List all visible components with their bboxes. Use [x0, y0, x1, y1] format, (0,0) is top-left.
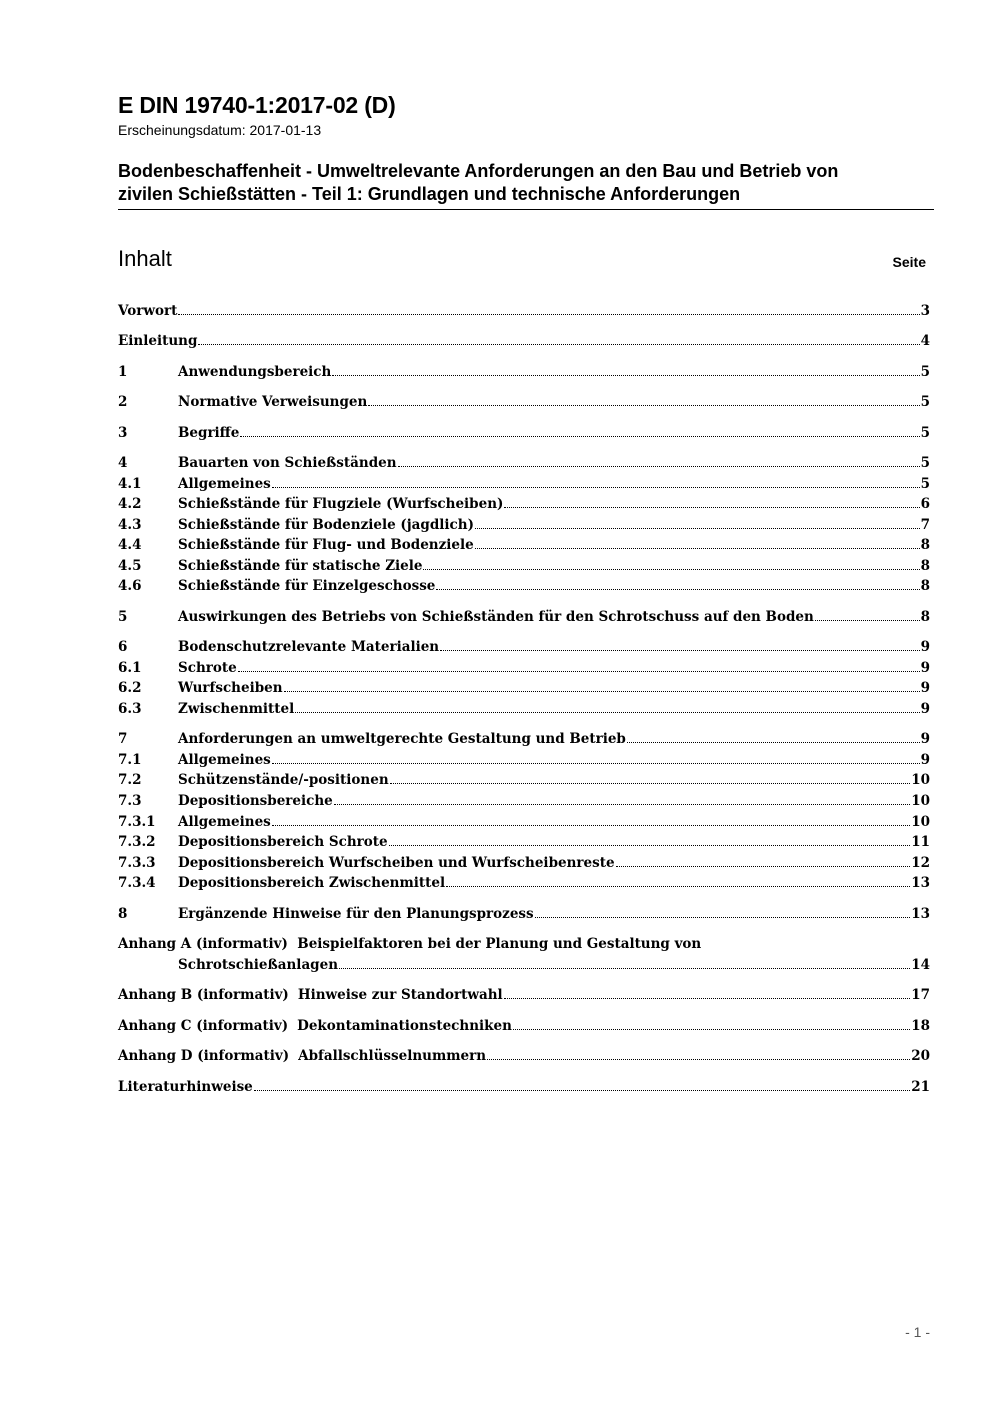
toc-entry-number: 4 — [118, 455, 128, 471]
toc-entry-number: 6.3 — [118, 701, 142, 717]
annex-label: Anhang A (informativ) — [118, 936, 288, 952]
document-id: E DIN 19740-1:2017-02 (D) — [118, 92, 396, 118]
toc-entry-title: Ergänzende Hinweise für den Planungsprozess — [178, 906, 534, 922]
toc-annex-entry[interactable] — [118, 957, 930, 977]
toc-entry[interactable] — [118, 425, 930, 445]
toc-entry-page: 9 — [920, 752, 930, 768]
toc-entry-page: 4 — [920, 333, 930, 349]
toc-entry[interactable] — [118, 496, 930, 516]
toc-entry-page: 5 — [920, 364, 930, 380]
toc-entry-page: 10 — [911, 772, 930, 788]
dot-leader — [475, 518, 920, 529]
annex-label: Anhang B (informativ) — [118, 987, 289, 1003]
toc-entry-page: 10 — [911, 793, 930, 809]
dot-leader — [504, 497, 919, 508]
toc-entry-title: Anforderungen an umweltgerechte Gestaltung und Betrieb — [178, 731, 626, 747]
toc-entry[interactable] — [118, 476, 930, 496]
toc-entry-number: 5 — [118, 609, 128, 625]
annex-title: Beispielfaktoren bei der Planung und Gestaltung von — [297, 936, 702, 952]
toc-entry-number: 4.5 — [118, 558, 142, 574]
toc-entry[interactable] — [118, 394, 930, 414]
dot-leader — [198, 334, 919, 345]
toc-entry-title: Allgemeines — [178, 476, 271, 492]
dot-leader — [616, 856, 911, 867]
toc-annex-entry[interactable] — [118, 1048, 930, 1068]
toc-annex-entry[interactable] — [118, 987, 930, 1007]
toc-entry[interactable] — [118, 639, 930, 659]
dot-leader — [440, 640, 919, 651]
toc-entry-number: 7.2 — [118, 772, 142, 788]
toc-entry-title: Schießstände für Bodenziele (jagdlich) — [178, 517, 474, 533]
toc-entry[interactable] — [118, 517, 930, 537]
toc-entry-title: Literaturhinweise — [118, 1079, 253, 1095]
dot-leader — [240, 426, 919, 437]
toc-entry-page: 18 — [911, 1018, 930, 1034]
toc-entry-title: Normative Verweisungen — [178, 394, 368, 410]
toc-entry[interactable] — [118, 875, 930, 895]
dot-leader — [295, 702, 919, 713]
toc-entry-title: Bodenschutzrelevante Materialien — [178, 639, 440, 655]
toc-entry-page: 10 — [911, 814, 930, 830]
dot-leader — [334, 794, 910, 805]
toc-entry[interactable] — [118, 578, 930, 598]
toc-entry-title: Allgemeines — [178, 752, 271, 768]
dot-leader — [284, 681, 920, 692]
dot-leader — [178, 304, 919, 315]
toc-entry-number: 7.3.4 — [118, 875, 156, 891]
toc-entry-page: 5 — [920, 476, 930, 492]
toc-entry-number: 6.2 — [118, 680, 142, 696]
toc-entry[interactable] — [118, 906, 930, 926]
toc-annex-entry[interactable] — [118, 1018, 930, 1038]
dot-leader — [535, 907, 911, 918]
toc-entry[interactable] — [118, 855, 930, 875]
annex-title-continued: Schrotschießanlagen — [178, 957, 339, 973]
annex-title: Abfallschlüsselnummern — [298, 1048, 487, 1064]
dot-leader — [436, 579, 919, 590]
toc-entry-page: 13 — [911, 906, 930, 922]
dot-leader — [423, 559, 919, 570]
toc-entry-title: Begriffe — [178, 425, 240, 441]
toc-entry-title: Einleitung — [118, 333, 198, 349]
toc-entry-title: Schrote — [178, 660, 237, 676]
toc-entry[interactable] — [118, 364, 930, 384]
dot-leader — [272, 477, 920, 488]
toc-entry-title: Depositionsbereich Wurfscheiben und Wurfscheibenreste — [178, 855, 615, 871]
dot-leader — [487, 1049, 910, 1060]
dot-leader — [272, 753, 920, 764]
toc-entry-number: 4.3 — [118, 517, 142, 533]
toc-entry-number: 6.1 — [118, 660, 142, 676]
dot-leader — [504, 988, 911, 999]
annex-label: Anhang C (informativ) — [118, 1018, 289, 1034]
toc-entry-number: 7.3.2 — [118, 834, 156, 850]
toc-entry-title: Schießstände für Einzelgeschosse — [178, 578, 436, 594]
toc-entry-page: 6 — [920, 496, 930, 512]
toc-entry-page: 17 — [911, 987, 930, 1003]
dot-leader — [627, 732, 920, 743]
annex-title: Dekontaminationstechniken — [297, 1018, 512, 1034]
toc-entry-title: Schießstände für Flug- und Bodenziele — [178, 537, 474, 553]
toc-entry-title: Schießstände für Flugziele (Wurfscheiben) — [178, 496, 504, 512]
toc-entry-page: 9 — [920, 660, 930, 676]
toc-entry-page: 12 — [911, 855, 930, 871]
toc-entry-page: 9 — [920, 680, 930, 696]
toc-entry-number: 7.3 — [118, 793, 142, 809]
toc-page-label: Seite — [892, 254, 926, 270]
toc-entry-number: 7.3.1 — [118, 814, 156, 830]
toc-entry-number: 4.1 — [118, 476, 142, 492]
dot-leader — [446, 876, 910, 887]
toc-entry-number: 7.1 — [118, 752, 142, 768]
toc-entry-title: Allgemeines — [178, 814, 271, 830]
toc-entry-number: 8 — [118, 906, 128, 922]
dot-leader — [332, 365, 919, 376]
dot-leader — [339, 958, 910, 969]
toc-entry[interactable] — [118, 814, 930, 834]
toc-entry-page: 5 — [920, 455, 930, 471]
toc-entry[interactable] — [118, 752, 930, 772]
dot-leader — [254, 1080, 910, 1091]
dot-leader — [389, 835, 911, 846]
toc-entry-page: 9 — [920, 701, 930, 717]
toc-entry[interactable] — [118, 660, 930, 680]
dot-leader — [238, 661, 920, 672]
toc-entry-page: 9 — [920, 639, 930, 655]
toc-annex-a-heading[interactable] — [118, 936, 701, 956]
toc-entry-title: Bauarten von Schießständen — [178, 455, 397, 471]
toc-entry-page: 8 — [920, 558, 930, 574]
annex-label: Anhang D (informativ) — [118, 1048, 290, 1064]
toc-entry-title: Schützenstände/-positionen — [178, 772, 389, 788]
toc-entry-number: 1 — [118, 364, 128, 380]
toc-bibliography-entry[interactable] — [118, 1079, 930, 1099]
toc-entry[interactable] — [118, 772, 930, 792]
toc-heading: Inhalt — [118, 246, 172, 271]
toc-entry-page: 5 — [920, 394, 930, 410]
toc-entry-number: 7 — [118, 731, 128, 747]
page-number: - 1 - — [905, 1324, 930, 1340]
toc-entry[interactable] — [118, 701, 930, 721]
toc-entry-title: Anwendungsbereich — [178, 364, 332, 380]
toc-entry-page: 14 — [911, 957, 930, 973]
toc-entry[interactable] — [118, 455, 930, 475]
dot-leader — [368, 395, 919, 406]
toc-entry[interactable] — [118, 680, 930, 700]
toc-entry-number: 6 — [118, 639, 128, 655]
toc-entry-number: 2 — [118, 394, 128, 410]
toc-entry-page: 8 — [920, 537, 930, 553]
toc-entry-page: 7 — [920, 517, 930, 533]
toc-entry-number: 3 — [118, 425, 128, 441]
annex-title: Hinweise zur Standortwahl — [297, 987, 503, 1003]
toc-entry-page: 11 — [911, 834, 930, 850]
toc-entry[interactable] — [118, 731, 930, 751]
dot-leader — [272, 815, 910, 826]
dot-leader — [475, 538, 920, 549]
toc-entry-page: 9 — [920, 731, 930, 747]
toc-entry-page: 8 — [920, 578, 930, 594]
dot-leader — [513, 1019, 910, 1030]
dot-leader — [390, 773, 911, 784]
toc-entry[interactable] — [118, 303, 930, 323]
toc-entry-title: Vorwort — [118, 303, 178, 319]
toc-entry-title: Wurfscheiben — [178, 680, 283, 696]
toc-entry-title: Zwischenmittel — [178, 701, 295, 717]
toc-entry-title: Auswirkungen des Betriebs von Schießständen für den Schrotschuss auf den Boden — [178, 609, 814, 625]
toc-entry-page: 13 — [911, 875, 930, 891]
toc-entry-title: Depositionsbereiche — [178, 793, 333, 809]
toc-entry[interactable] — [118, 609, 930, 629]
toc-entry-title: Depositionsbereich Zwischenmittel — [178, 875, 446, 891]
toc-entry[interactable] — [118, 793, 930, 813]
document-title — [118, 160, 934, 210]
document-title-line-2: zivilen Schießstätten - Teil 1: Grundlagen und technische Anforderungen — [118, 184, 741, 204]
toc-entry-number: 4.2 — [118, 496, 142, 512]
dot-leader — [398, 456, 920, 467]
toc-entry[interactable] — [118, 558, 930, 578]
toc-entry-number: 4.6 — [118, 578, 142, 594]
toc-entry[interactable] — [118, 333, 930, 353]
toc-entry-title: Depositionsbereich Schrote — [178, 834, 388, 850]
toc-entry-page: 3 — [920, 303, 930, 319]
toc-entry-page: 21 — [911, 1079, 930, 1095]
toc-entry-page: 8 — [920, 609, 930, 625]
toc-entry-page: 5 — [920, 425, 930, 441]
toc-entry[interactable] — [118, 537, 930, 557]
publication-date: Erscheinungsdatum: 2017-01-13 — [118, 122, 322, 138]
toc-entry-page: 20 — [911, 1048, 930, 1064]
document-title-line-1: Bodenbeschaffenheit - Umweltrelevante Anforderungen an den Bau und Betrieb von — [118, 161, 839, 181]
dot-leader — [815, 610, 920, 621]
toc-entry-number: 4.4 — [118, 537, 142, 553]
toc-entry-number: 7.3.3 — [118, 855, 156, 871]
toc-entry-title: Schießstände für statische Ziele — [178, 558, 423, 574]
toc-entry[interactable] — [118, 834, 930, 854]
